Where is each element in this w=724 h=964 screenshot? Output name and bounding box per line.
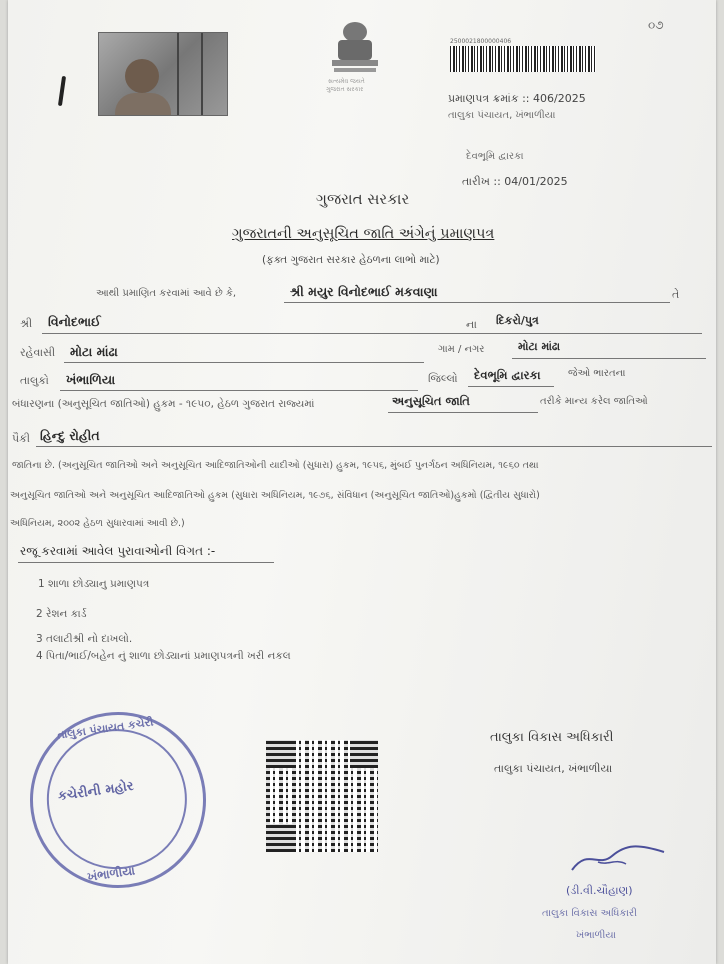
- applicant-name: શ્રી મયુર વિનોદભાઈ મકવાણા: [290, 284, 438, 299]
- district-label: જિલ્લો: [428, 372, 458, 385]
- qr-code: [266, 740, 378, 852]
- paragraph-line-1: જાતિના છે. (અનુસૂચિત જાતિઓ અને અનુસૂચિત આદિજાતિઓની યાદીઓ (સુધારા) હુકમ, ૧૯૫૬, મુંબઈ પુનર્ગઠન અધિનિયમ, ૧૯૬૦ તથા: [12, 460, 539, 471]
- name-suffix: તે: [672, 288, 680, 301]
- office-name: તાલુકા પંચાયત, ખંભાળીયા: [448, 110, 556, 121]
- district-underline: [468, 386, 554, 387]
- caste-underline: [36, 446, 712, 447]
- shri-label: શ્રી: [20, 317, 33, 330]
- ink-mark: [58, 76, 66, 106]
- country-label: જેઓ ભારતના: [568, 368, 626, 379]
- office-seal: [19, 701, 218, 900]
- village-underline: [512, 358, 706, 359]
- resident-underline: [64, 362, 424, 363]
- resident-value: મોટા માંઢા: [70, 344, 118, 359]
- emblem-icon: [320, 18, 390, 80]
- order-text: બંધારણના (અનુસૂચિત જાતિઓ) હુકમ - ૧૯૫૦, હેઠળ ગુજરાત રાજ્યમાં: [12, 398, 315, 410]
- evidence-heading: રજૂ કરવામાં આવેલ પુરાવાઓની વિગત :-: [20, 544, 216, 558]
- certificate-number: પ્રમાણપત્ર ક્રમાંક :: 406/2025: [448, 92, 586, 105]
- barcode-number: 2500021800000406: [450, 38, 512, 45]
- caste-value: હિન્દુ રોહીત: [40, 428, 100, 443]
- district-name: દેવભૂમિ દ્વારકા: [466, 151, 524, 162]
- issue-date: તારીખ :: 04/01/2025: [462, 175, 568, 188]
- seal-center-text: કચેરીની મહોર: [56, 778, 135, 805]
- emblem-caption-2: ગુજરાત સરકાર: [326, 86, 364, 93]
- intro-label: આથી પ્રમાણિત કરવામાં આવે છે કે,: [96, 288, 237, 299]
- page-mark: ૦૭: [648, 18, 664, 32]
- evidence-heading-underline: [18, 562, 274, 563]
- certificate-page: [8, 0, 716, 964]
- evidence-item: 2 રેશન કાર્ડ: [36, 608, 87, 620]
- applicant-photo: [98, 32, 228, 116]
- paragraph-line-2: અનુસૂચિત જાતિઓ અને અનુસૂચિત આદિજાતિઓ હુકમ (સુધારા અધિનિયમ, ૧૯૭૬, સંવિધાન (અનુસૂચિત જાતિઓ)હુકમો (દ્વિતીય સુધારો): [10, 490, 540, 501]
- paragraph-line-3: અધિનિયમ, ૨૦૦૨ હેઠળ સુધારવામાં આવી છે.): [10, 518, 185, 529]
- evidence-item: 1 શાળા છોડ્યાનુ પ્રમાણપત્ર: [38, 578, 150, 590]
- signer-designation: તાલુકા વિકાસ અધિકારી: [542, 908, 637, 919]
- signature-scribble: [568, 838, 668, 878]
- village-value: મોટા માંઢા: [518, 340, 561, 353]
- emblem-caption: સત્યમેવ જયતે: [328, 78, 365, 85]
- among-label: પૈકી: [12, 432, 31, 445]
- evidence-item: 4 પિતા/ભાઈ/બહેન નું શાળા છોડ્યાનાં પ્રમાણપત્રની ખરી નકલ: [36, 650, 291, 662]
- signer-name: (ડી.વી.ચૌહાણ): [566, 884, 633, 897]
- father-underline: [42, 333, 702, 334]
- recognized-label: તરીકે માન્ય કરેલ જાતિઓ: [540, 396, 648, 407]
- taluka-underline: [60, 390, 418, 391]
- certificate-subtitle: (ફક્ત ગુજરાત સરકાર હેઠળના લાભો માટે): [262, 254, 440, 266]
- seal-bottom-text: ખંભાળીયા: [86, 863, 136, 884]
- government-title: ગુજરાત સરકાર: [316, 190, 410, 208]
- resident-label: રહેવાસી: [20, 346, 56, 359]
- name-underline: [284, 302, 670, 303]
- barcode: [450, 46, 596, 72]
- seal-ring-text: તાલુકા પંચાયત કચેરી: [56, 715, 155, 742]
- category-value: અનુસૂચિત જાતિ: [392, 394, 470, 408]
- category-underline: [388, 412, 538, 413]
- taluka-value: ખંભાળિયા: [66, 372, 116, 387]
- father-name: વિનોદભાઈ: [48, 314, 101, 329]
- signer-place: ખંભાળીયા: [576, 930, 616, 941]
- taluka-label: તાલુકો: [20, 374, 49, 387]
- na-label: ના: [466, 318, 477, 331]
- certificate-title: ગુજરાતની અનુસૂચિત જાતિ અંગેનું પ્રમાણપત્ર: [232, 226, 495, 242]
- evidence-item: 3 તલાટીશ્રી નો દાખલો.: [36, 633, 133, 645]
- signatory-office: તાલુકા પંચાયત, ખંભાળીયા: [494, 762, 613, 775]
- village-label: ગામ / નગર: [438, 344, 485, 355]
- relation: દિકરો/પુત્ર: [496, 314, 539, 327]
- district-value: દેવભૂમિ દ્વારકા: [474, 368, 541, 382]
- signatory-designation: તાલુકા વિકાસ અધિકારી: [490, 730, 614, 745]
